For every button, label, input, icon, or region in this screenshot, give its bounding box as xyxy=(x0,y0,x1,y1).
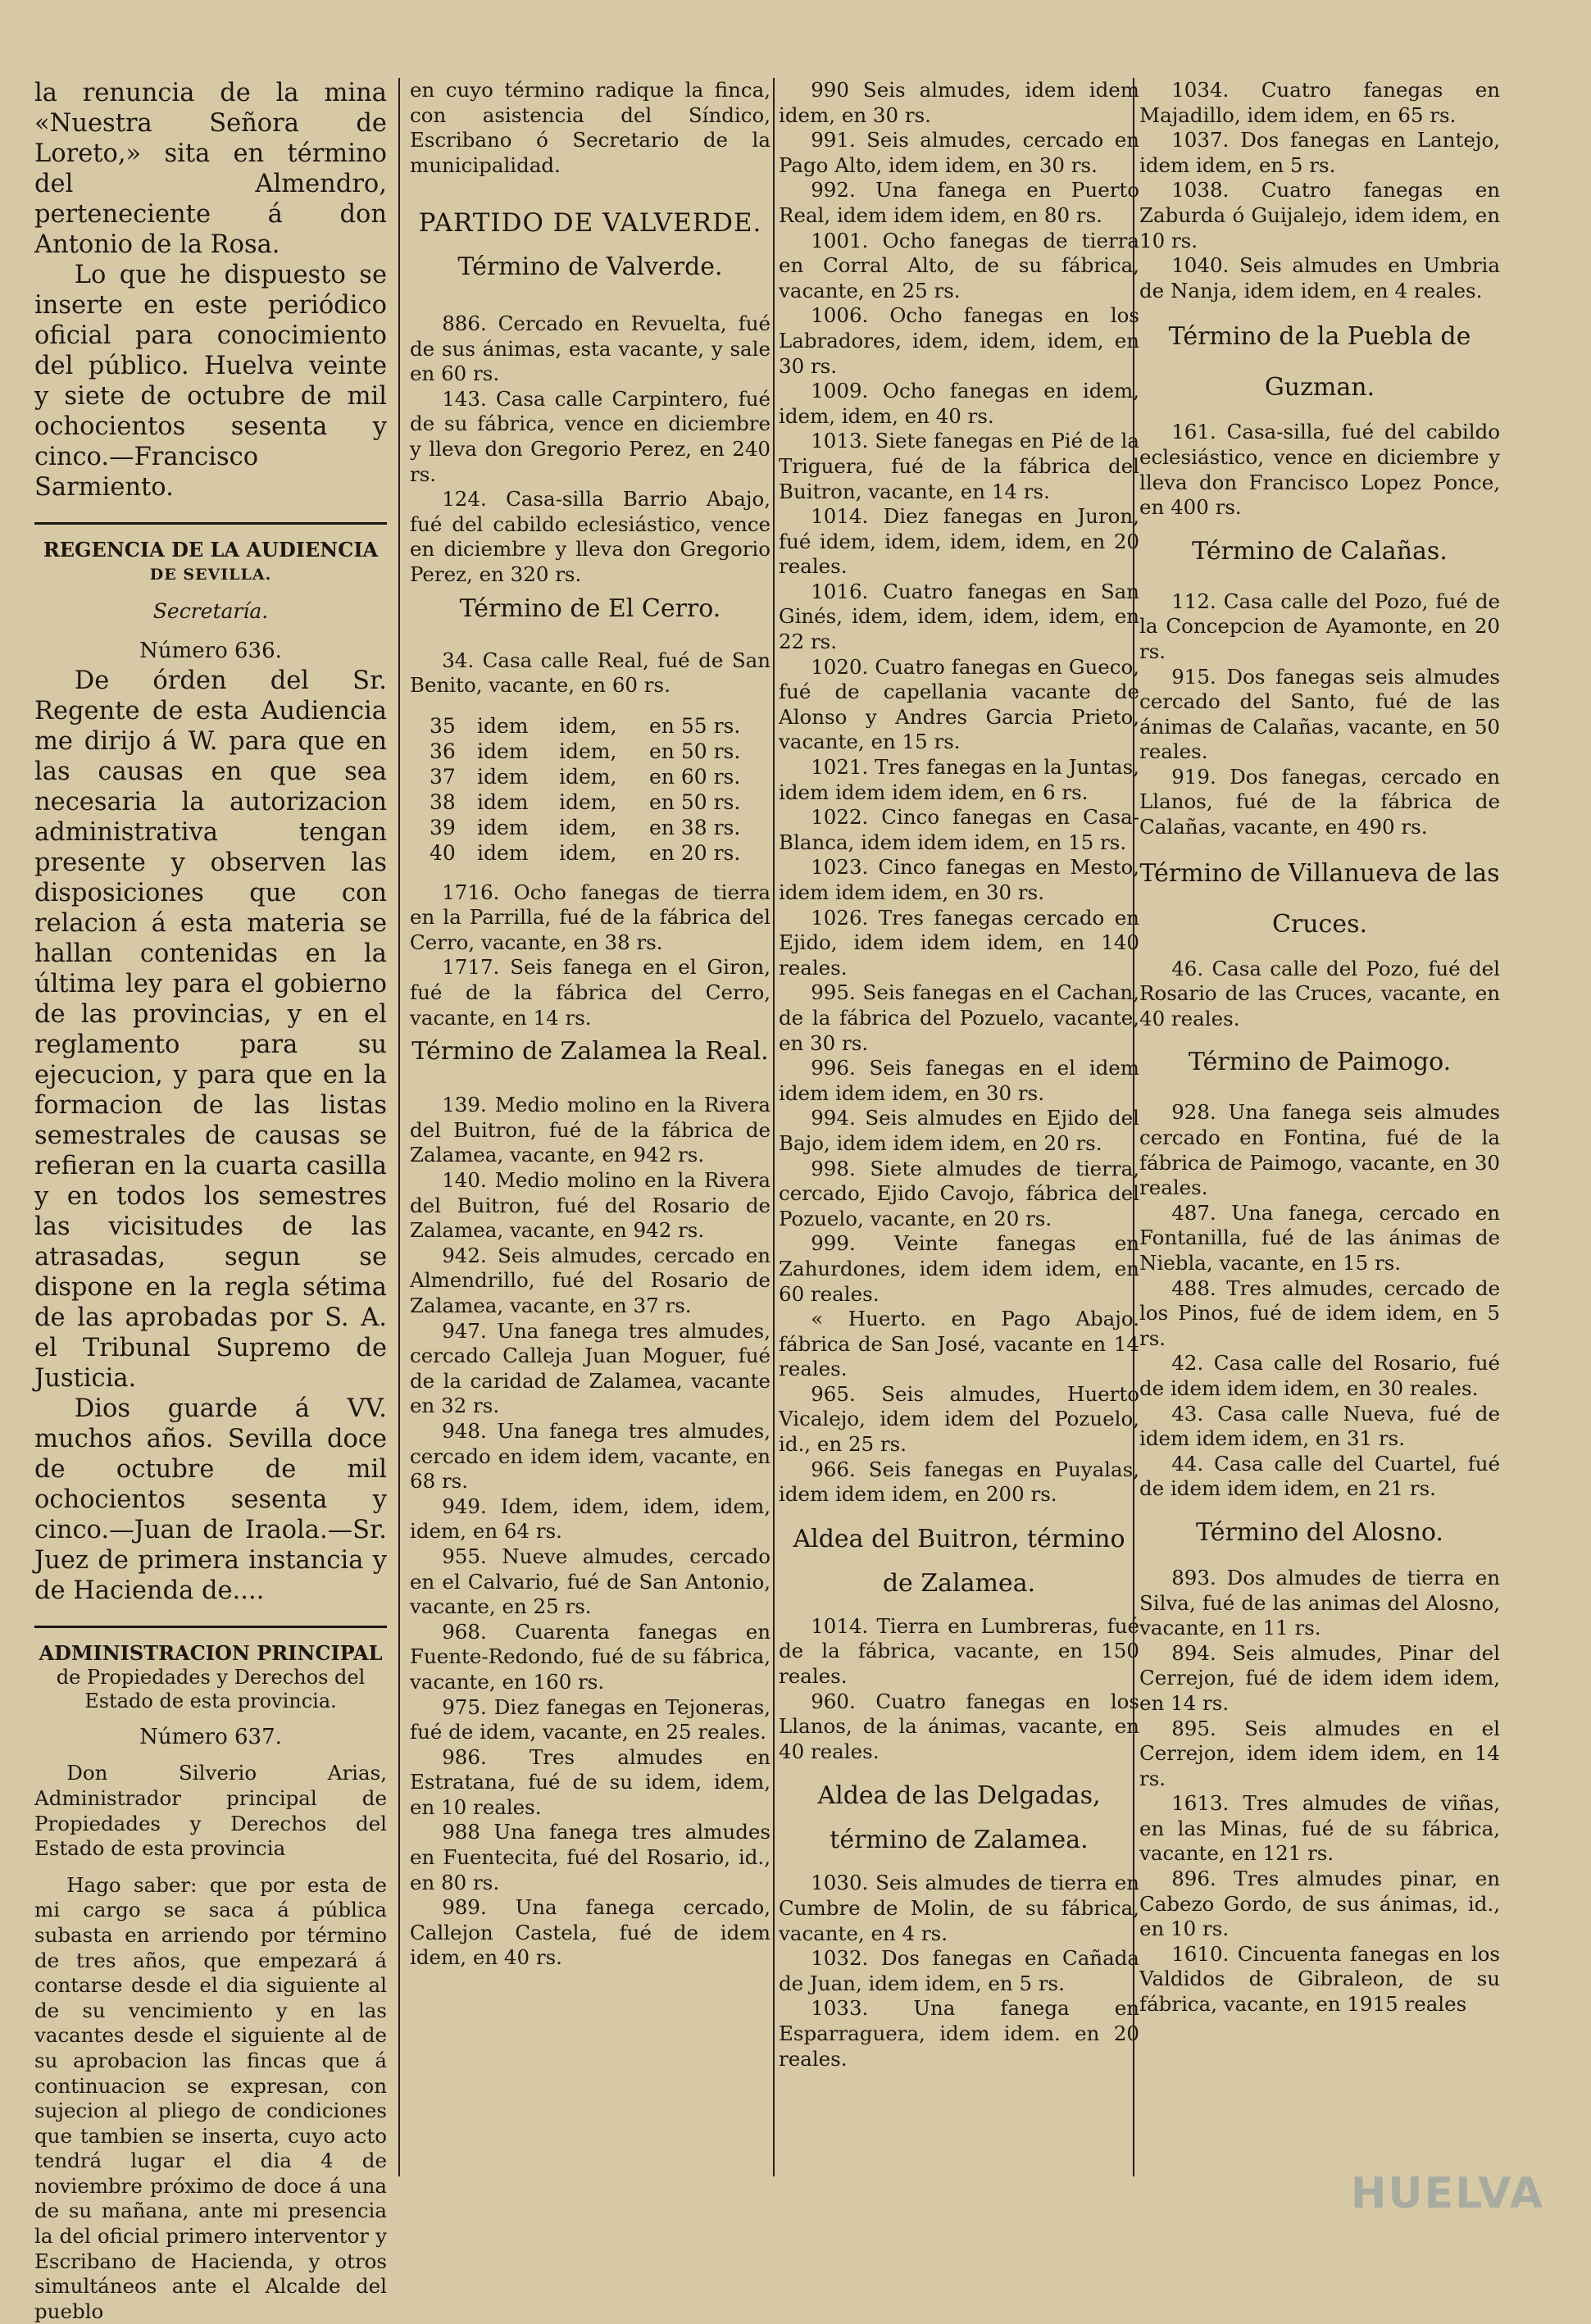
list-item: 1613. Tres almudes de viñas, en las Minas, fué de su fábrica, vacante, en 121 rs. xyxy=(1139,1791,1500,1866)
list-item: 999. Veinte fanegas en Zahurdones, idem idem idem, en 60 reales. xyxy=(779,1231,1139,1306)
list-item: 991. Seis almudes, cercado en Pago Alto, idem idem, en 30 rs. xyxy=(779,128,1139,177)
section-title: REGENCIA DE LA AUDIENCIA xyxy=(43,538,379,562)
list-item: 986. Tres almudes en Estratana, fué de su idem, idem, en 10 reales. xyxy=(410,1744,770,1819)
list-item: 896. Tres almudes pinar, en Cabezo Gordo, de sus ánimas, id., en 10 rs. xyxy=(1139,1867,1500,1941)
newspaper-page xyxy=(25,78,1566,2323)
term-heading: Término de Calañas. xyxy=(1192,536,1448,566)
table-cell: idem xyxy=(477,789,529,814)
table-cell: idem xyxy=(477,764,529,789)
list-item: 895. Seis almudes en el Cerrejon, idem idem idem, en 14 rs. xyxy=(1139,1716,1500,1790)
term-heading: Aldea de las Delgadas, término de Zalamea. xyxy=(817,1781,1101,1855)
list-item: 960. Cuatro fanegas en los Llanos, de la ánimas, vacante, en 40 reales. xyxy=(779,1689,1139,1763)
list-item: 915. Dos fanegas seis almudes cercado del Santo, fué de las ánimas de Calañas, vacante, en 50 reales. xyxy=(1139,664,1500,764)
term-heading: Término de Paimogo. xyxy=(1188,1048,1452,1077)
table-cell: 35 xyxy=(430,713,456,738)
column-1 xyxy=(34,78,387,2323)
list-item: 1022. Cinco fanegas en Casa-Blanca, idem idem idem, en 15 rs. xyxy=(779,805,1139,854)
list-item: 996. Seis fanegas en el idem idem idem idem, en 30 rs. xyxy=(779,1056,1139,1105)
list-item: 947. Una fanega tres almudes, cercado Calleja Juan Moguer, fué de la caridad de Zalamea, vacante en 32 rs. xyxy=(410,1318,770,1418)
district-heading: PARTIDO DE VALVERDE. xyxy=(418,208,762,239)
section-rule xyxy=(34,522,387,525)
table-cell: en 20 rs. xyxy=(649,840,741,865)
list-item: 1716. Ocho fanegas de tierra en la Parrilla, fué de la fábrica del Cerro, vacante, en 38 rs. xyxy=(410,880,770,954)
term-heading: Término de Zalamea la Real. xyxy=(411,1037,769,1066)
list-item: 998. Siete almudes de tierra, cercado, Ejido Cavojo, fábrica del Pozuelo, vacante, en 20 rs. xyxy=(779,1156,1139,1230)
list-item: 487. Una fanega, cercado en Fontanilla, fué de las ánimas de Niebla, vacante, en 15 rs. xyxy=(1139,1200,1500,1275)
list-item: 1032. Dos fanegas en Cañada de Juan, idem idem, en 5 rs. xyxy=(779,1946,1139,1995)
list-item: 966. Seis fanegas en Puyalas, idem idem idem, en 200 rs. xyxy=(779,1457,1139,1507)
list-item: 975. Diez fanegas en Tejoneras, fué de idem, vacante, en 25 reales. xyxy=(410,1694,770,1744)
list-item: 1038. Cuatro fanegas en Zaburda ó Guijalejo, idem idem, en 10 rs. xyxy=(1139,178,1500,252)
table-cell: idem, xyxy=(559,764,617,789)
table-row xyxy=(410,840,770,866)
table-cell: en 50 rs. xyxy=(649,789,741,814)
term-heading: Término de Valverde. xyxy=(457,252,723,281)
column-3 xyxy=(779,78,1139,2209)
subsection-label: Secretaría. xyxy=(152,598,269,623)
column-rule xyxy=(773,78,775,2176)
list-item: 140. Medio molino en la Rivera del Buitron, fué del Rosario de Zalamea, vacante, en 942 rs. xyxy=(410,1168,770,1243)
watermark-logo xyxy=(1350,2157,1545,2231)
list-item: 990 Seis almudes, idem idem idem, en 30 rs. xyxy=(779,78,1139,127)
paragraph: De órden del Sr. Regente de esta Audiencia me dirijo á W. para que en las causas en que sea necesaria la autorizacion administrativa tengan presente y observen las disposiciones que con relacion á esta materia se hallan contenidas en la última ley para el gobierno de las provincias, y en el reglamento para su ejecucion, y para que en la formacion de las listas semestrales de causas se refieran en la cuarta casilla y en todos los semestres las vicisitudes de las atrasadas, segun se dispone en la regla sétima de las aprobadas por S. A. el Tribunal Supremo de Justicia. xyxy=(34,666,387,1393)
table-cell: idem, xyxy=(559,840,617,865)
table-row xyxy=(410,739,770,764)
table-cell: idem, xyxy=(559,815,617,839)
section-rule xyxy=(34,1626,387,1628)
table-cell: idem xyxy=(477,815,529,839)
list-item: « Huerto. en Pago Abajo. fábrica de San José, vacante en 14 reales. xyxy=(779,1307,1139,1381)
paragraph: Dios guarde á VV. muchos años. Sevilla doce de octubre de mil ochocientos sesenta y cinco.—Juan de Iraola.—Sr. Juez de primera instancia y de Hacienda de.... xyxy=(34,1394,387,1605)
list-item: 161. Casa-silla, fué del cabildo eclesiástico, vence en diciembre y lleva don Francisco Lopez Ponce, en 400 rs. xyxy=(1139,420,1500,520)
list-item: 43. Casa calle Nueva, fué de idem idem idem, en 31 rs. xyxy=(1139,1401,1500,1451)
property-table xyxy=(410,713,770,866)
table-row xyxy=(410,815,770,840)
list-item: 46. Casa calle del Pozo, fué del Rosario de las Cruces, vacante, en 40 reales. xyxy=(1139,956,1500,1030)
paragraph: la renuncia de la mina «Nuestra Señora de Loreto,» sita en término del Almendro, perteneciente á don Antonio de la Rosa. xyxy=(34,79,387,259)
notice-number: Número 636. xyxy=(139,639,282,664)
table-cell: 38 xyxy=(430,789,456,814)
list-item: 44. Casa calle del Cuartel, fué de idem idem idem, en 21 rs. xyxy=(1139,1451,1500,1501)
list-item: 949. Idem, idem, idem, idem, idem, en 64 rs. xyxy=(410,1494,770,1544)
list-item: 995. Seis fanegas en el Cachan, de la fábrica del Pozuelo, vacante, en 30 rs. xyxy=(779,980,1139,1055)
list-item: 1610. Cincuenta fanegas en los Valdidos de Gibraleon, de su fábrica, vacante, en 1915 reales xyxy=(1139,1941,1500,2017)
paragraph: Hago saber: que por esta de mi cargo se saca á pública subasta en arriendo por término de tres años, que empezará á contarse desde el dia siguiente al de su vencimiento y en las vacantes desde el siguiente al de su aprobacion las fincas que á continuacion se expresan, con sujecion al pliego de condiciones que tambien se inserta, cuyo acto tendrá lugar el dia 4 de noviembre próximo de doce á una de su mañana, ante mi presencia la del oficial primero interventor y Escribano de Hacienda, y otros simultáneos ante el Alcalde del pueblo xyxy=(34,1872,387,2323)
list-item: 1013. Siete fanegas en Pié de la Triguera, fué de la fábrica del Buitron, vacante, en 14 rs. xyxy=(779,429,1139,503)
list-item: 994. Seis almudes en Ejido del Bajo, idem idem idem, en 20 rs. xyxy=(779,1106,1139,1155)
list-item: 919. Dos fanegas, cercado en Llanos, fué de la fábrica de Calañas, vacante, en 490 rs. xyxy=(1139,764,1500,839)
table-cell: en 50 rs. xyxy=(649,739,741,763)
list-item: 1026. Tres fanegas cercado en Ejido, idem idem idem, en 140 reales. xyxy=(779,905,1139,980)
column-2 xyxy=(410,78,770,2209)
column-rule xyxy=(398,78,400,2176)
list-item: 1030. Seis almudes de tierra en Cumbre de Molin, de su fábrica, vacante, en 4 rs. xyxy=(779,1871,1139,1945)
list-item: 42. Casa calle del Rosario, fué de idem idem idem, en 30 reales. xyxy=(1139,1351,1500,1400)
term-heading: Término de Villanueva de las Cruces. xyxy=(1139,858,1500,939)
term-heading: Término de El Cerro. xyxy=(459,594,721,623)
table-row xyxy=(410,713,770,739)
list-item: 143. Casa calle Carpintero, fué de su fábrica, vence en diciembre y lleva don Gregorio Perez, en 240 rs. xyxy=(410,386,770,486)
table-cell: en 60 rs. xyxy=(649,764,741,789)
list-item: 1037. Dos fanegas en Lantejo, idem idem, en 5 rs. xyxy=(1139,128,1500,177)
notice-number: Número 637. xyxy=(139,1724,282,1749)
list-item: 1014. Diez fanegas en Juron, fué idem, idem, idem, idem, en 20 reales. xyxy=(779,504,1139,579)
list-item: 1016. Cuatro fanegas en San Ginés, idem, idem, idem, idem, en 22 rs. xyxy=(779,579,1139,654)
table-cell: idem xyxy=(477,713,529,738)
table-cell: idem, xyxy=(559,789,617,814)
watermark-text: HUELVA xyxy=(1350,2169,1545,2218)
paragraph: Lo que he dispuesto se inserte en este periódico oficial para conocimiento del público. Huelva veinte y siete de octubre de mil ochocientos sesenta y cinco.—Francisco Sarmiento. xyxy=(34,261,387,502)
term-heading: Aldea del Buitron, término de Zalamea. xyxy=(793,1524,1125,1598)
list-item: 928. Una fanega seis almudes cercado en Fontina, fué de la fábrica de Paimogo, vacante, en 30 reales. xyxy=(1139,1100,1500,1200)
list-item: 112. Casa calle del Pozo, fué de la Concepcion de Ayamonte, en 20 rs. xyxy=(1139,589,1500,663)
term-heading: Término de la Puebla de Guzman. xyxy=(1168,322,1471,402)
table-cell: 37 xyxy=(430,764,456,789)
table-row xyxy=(410,764,770,789)
table-cell: idem xyxy=(477,840,529,865)
term-heading: Término del Alosno. xyxy=(1196,1517,1443,1547)
list-item: 948. Una fanega tres almudes, cercado en idem idem, vacante, en 68 rs. xyxy=(410,1418,770,1494)
list-item: 488. Tres almudes, cercado de los Pinos, fué de idem idem, en 5 rs. xyxy=(1139,1276,1500,1350)
list-item: 1023. Cinco fanegas en Mesto, idem idem idem, en 30 rs. xyxy=(779,855,1139,904)
table-cell: 36 xyxy=(430,739,456,763)
section-subtitle: DE SEVILLA. xyxy=(149,566,272,584)
list-item: 34. Casa calle Real, fué de San Benito, vacante, en 60 rs. xyxy=(410,648,770,698)
list-item: 1033. Una fanega en Esparraguera, idem idem. en 20 reales. xyxy=(779,1996,1139,2071)
paragraph: Don Silverio Arias, Administrador principal de Propiedades y Derechos del Estado de esta provincia xyxy=(34,1761,387,1861)
table-cell: idem xyxy=(477,739,529,763)
section-subtitle: de Propiedades y Derechos del Estado de esta provincia. xyxy=(56,1665,366,1712)
column-4 xyxy=(1139,78,1500,2209)
list-item: 965. Seis almudes, Huerto Vicalejo, idem idem del Pozuelo, id., en 25 rs. xyxy=(779,1381,1139,1457)
list-item: 942. Seis almudes, cercado en Almendrillo, fué del Rosario de Zalamea, vacante, en 37 rs. xyxy=(410,1243,770,1317)
table-row xyxy=(410,789,770,815)
table-cell: idem, xyxy=(559,713,617,738)
list-item: 1009. Ocho fanegas en idem, idem, idem, en 40 rs. xyxy=(779,379,1139,428)
list-item: 893. Dos almudes de tierra en Silva, fué de las animas del Alosno, vacante, en 11 rs. xyxy=(1139,1565,1500,1640)
list-item: 1006. Ocho fanegas en los Labradores, idem, idem, idem, en 30 rs. xyxy=(779,303,1139,378)
list-item: 1021. Tres fanegas en la Juntas, idem idem idem idem, en 6 rs. xyxy=(779,755,1139,804)
list-item: 139. Medio molino en la Rivera del Buitron, fué de la fábrica de Zalamea, vacante, en 942 rs. xyxy=(410,1093,770,1167)
table-cell: en 55 rs. xyxy=(649,713,741,738)
paragraph: en cuyo término radique la finca, con asistencia del Síndico, Escribano ó Secretario de la municipalidad. xyxy=(410,78,770,177)
list-item: 886. Cercado en Revuelta, fué de sus ánimas, esta vacante, y sale en 60 rs. xyxy=(410,311,770,386)
list-item: 894. Seis almudes, Pinar del Cerrejon, fué de idem idem idem, en 14 rs. xyxy=(1139,1640,1500,1715)
list-item: 955. Nueve almudes, cercado en el Calvario, fué de San Antonio, vacante, en 25 rs. xyxy=(410,1544,770,1619)
list-item: 968. Cuarenta fanegas en Fuente-Redondo, fué de su fábrica, vacante, en 160 rs. xyxy=(410,1619,770,1694)
list-item: 1717. Seis fanega en el Giron, fué de la fábrica del Cerro, vacante, en 14 rs. xyxy=(410,955,770,1030)
list-item: 1001. Ocho fanegas de tierra en Corral Alto, de su fábrica, vacante, en 25 rs. xyxy=(779,228,1139,302)
list-item: 1014. Tierra en Lumbreras, fué de la fábrica, vacante, en 150 reales. xyxy=(779,1613,1139,1689)
list-item: 1040. Seis almudes en Umbria de Nanja, idem idem, en 4 reales. xyxy=(1139,253,1500,302)
list-item: 1034. Cuatro fanegas en Majadillo, idem idem, en 65 rs. xyxy=(1139,78,1500,127)
list-item: 124. Casa-silla Barrio Abajo, fué del cabildo eclesiástico, vence en diciembre y lleva don Gregorio Perez, en 320 rs. xyxy=(410,487,770,586)
list-item: 992. Una fanega en Puerto Real, idem idem idem, en 80 rs. xyxy=(779,178,1139,227)
table-cell: idem, xyxy=(559,739,617,763)
list-item: 988 Una fanega tres almudes en Fuentecita, fué del Rosario, id., en 80 rs. xyxy=(410,1820,770,1894)
list-item: 1020. Cuatro fanegas en Gueco, fué de capellania vacante de Alonso y Andres Garcia Prieto, vacante, en 15 rs. xyxy=(779,654,1139,754)
table-cell: 39 xyxy=(430,815,456,839)
list-item: 989. Una fanega cercado, Callejon Castela, fué de idem idem, en 40 rs. xyxy=(410,1895,770,1970)
table-cell: en 38 rs. xyxy=(649,815,741,839)
section-title: ADMINISTRACION PRINCIPAL xyxy=(39,1640,383,1665)
table-cell: 40 xyxy=(430,840,456,865)
